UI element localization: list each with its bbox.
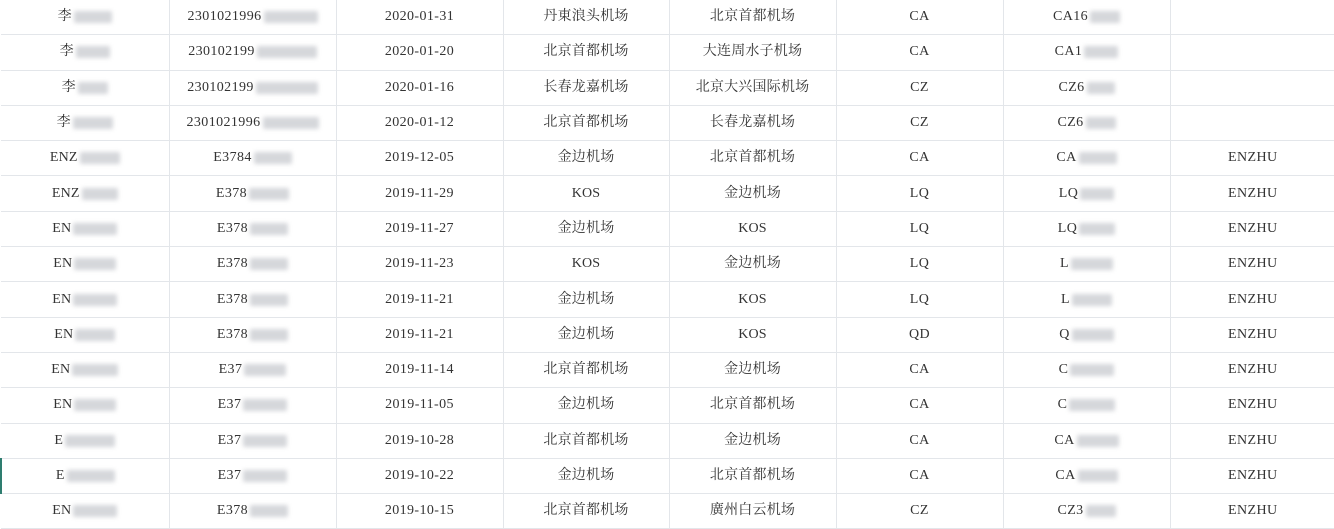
cell-passenger-name	[1, 388, 169, 423]
cell-arrival-airport-text: 大连周水子机场	[702, 44, 803, 60]
redaction-block	[74, 11, 112, 23]
cell-departure-airport-text: 金边机场	[557, 150, 615, 166]
cell-arrival-airport	[669, 0, 836, 35]
redaction-block	[1080, 188, 1114, 200]
redaction-block	[1070, 364, 1114, 376]
table-row[interactable]	[1, 494, 1334, 529]
cell-tag-text: ENZHU	[1228, 362, 1278, 378]
cell-departure-airport-text: KOS	[571, 256, 601, 272]
cell-flight-number	[1003, 0, 1170, 35]
cell-tag-text: ENZHU	[1228, 185, 1278, 201]
cell-id-number-text: 2301021996	[186, 115, 261, 131]
cell-tag-text: ENZHU	[1228, 397, 1278, 413]
cell-tag	[1170, 0, 1334, 35]
cell-flight-date	[336, 35, 503, 70]
cell-flight-number	[1003, 247, 1170, 282]
cell-departure-airport	[503, 211, 669, 246]
table-row[interactable]	[1, 317, 1334, 352]
cell-arrival-airport-text: 北京大兴国际机场	[695, 79, 810, 95]
cell-flight-date-text: 2019-10-22	[384, 468, 455, 483]
table-row[interactable]	[1, 423, 1334, 458]
table-row[interactable]	[1, 176, 1334, 211]
cell-tag-text: ENZHU	[1228, 326, 1278, 342]
cell-airline-code-text: CA	[909, 468, 930, 483]
cell-arrival-airport-text: 北京首都机场	[709, 468, 796, 483]
cell-id-number	[169, 458, 336, 493]
cell-id-number	[169, 0, 336, 35]
cell-arrival-airport-text: 长春龙嘉机场	[709, 115, 796, 131]
cell-tag	[1170, 317, 1334, 352]
cell-flight-date	[336, 176, 503, 211]
cell-id-number	[169, 247, 336, 282]
cell-tag-text: ENZHU	[1228, 150, 1278, 166]
cell-flight-number	[1003, 176, 1170, 211]
cell-departure-airport	[503, 352, 669, 387]
cell-arrival-airport	[669, 70, 836, 105]
cell-arrival-airport-text: 北京首都机场	[709, 9, 796, 25]
cell-airline-code	[836, 105, 1003, 140]
redaction-block	[1071, 258, 1113, 270]
cell-flight-number-text: L	[1060, 256, 1069, 272]
cell-flight-number-text: CA	[1055, 468, 1076, 483]
cell-flight-date-text: 2019-11-21	[385, 291, 454, 307]
cell-flight-date-text: 2020-01-20	[384, 44, 455, 60]
cell-passenger-name	[1, 105, 169, 140]
cell-flight-date	[336, 141, 503, 176]
cell-flight-number	[1003, 70, 1170, 105]
cell-passenger-name-text: 李	[57, 9, 72, 25]
cell-id-number	[169, 423, 336, 458]
cell-airline-code-text: LQ	[909, 185, 930, 201]
cell-flight-date-text: 2019-11-21	[385, 326, 454, 342]
cell-departure-airport	[503, 141, 669, 176]
redaction-block	[1090, 11, 1120, 23]
cell-flight-number-text: L	[1061, 291, 1070, 307]
cell-tag-text: ENZHU	[1228, 291, 1278, 307]
cell-departure-airport	[503, 35, 669, 70]
cell-flight-number-text: CA1	[1054, 44, 1083, 60]
table-row[interactable]	[1, 282, 1334, 317]
cell-departure-airport-text: 北京首都机场	[543, 115, 629, 131]
cell-airline-code-text: QD	[908, 326, 931, 342]
redaction-block	[73, 294, 117, 306]
cell-passenger-name	[1, 211, 169, 246]
cell-arrival-airport-text: 金边机场	[724, 362, 781, 378]
cell-flight-number	[1003, 211, 1170, 246]
cell-passenger-name-text: 李	[59, 44, 74, 60]
cell-tag-text: ENZHU	[1228, 503, 1278, 519]
cell-id-number-text: E37	[217, 468, 242, 483]
cell-airline-code-text: LQ	[909, 220, 930, 236]
cell-arrival-airport-text: 金边机场	[724, 432, 781, 448]
redaction-block	[82, 188, 118, 200]
cell-id-number	[169, 105, 336, 140]
redaction-block	[1078, 470, 1118, 482]
cell-flight-date-text: 2019-12-05	[384, 150, 455, 166]
cell-airline-code	[836, 494, 1003, 529]
cell-tag-text: ENZHU	[1228, 220, 1278, 236]
cell-tag	[1170, 423, 1334, 458]
cell-arrival-airport-text: 北京首都机场	[709, 150, 796, 166]
cell-departure-airport-text: 金边机场	[557, 326, 615, 342]
cell-airline-code-text: CA	[909, 44, 930, 60]
cell-flight-date-text: 2019-10-15	[384, 503, 455, 519]
cell-departure-airport	[503, 176, 669, 211]
cell-id-number	[169, 35, 336, 70]
cell-id-number-text: E37	[217, 397, 242, 413]
redaction-block	[73, 117, 113, 129]
cell-flight-number-text: CA	[1054, 432, 1075, 448]
redaction-block	[1084, 46, 1118, 58]
cell-flight-date-text: 2019-10-28	[384, 432, 455, 448]
cell-flight-date-text: 2019-11-23	[385, 256, 454, 272]
cell-arrival-airport	[669, 352, 836, 387]
redaction-block	[257, 46, 317, 58]
cell-flight-date	[336, 423, 503, 458]
cell-passenger-name	[1, 352, 169, 387]
cell-flight-date	[336, 458, 503, 493]
cell-tag-text: ENZHU	[1228, 432, 1278, 448]
redaction-block	[243, 399, 287, 411]
cell-flight-date-text: 2020-01-31	[384, 9, 455, 25]
cell-airline-code	[836, 388, 1003, 423]
cell-passenger-name-text: EN	[52, 220, 72, 236]
cell-departure-airport	[503, 282, 669, 317]
cell-airline-code-text: CZ	[910, 79, 929, 95]
redaction-block	[1072, 294, 1112, 306]
cell-id-number	[169, 494, 336, 529]
redaction-block	[72, 364, 118, 376]
table-row[interactable]	[1, 458, 1334, 493]
redaction-block	[244, 364, 286, 376]
cell-arrival-airport	[669, 317, 836, 352]
cell-id-number	[169, 176, 336, 211]
cell-airline-code-text: CA	[909, 397, 930, 413]
cell-departure-airport	[503, 317, 669, 352]
table-row[interactable]	[1, 105, 1334, 140]
cell-flight-date-text: 2020-01-12	[384, 115, 455, 131]
cell-passenger-name-text: E	[54, 432, 64, 448]
cell-id-number	[169, 70, 336, 105]
cell-flight-date	[336, 105, 503, 140]
redaction-block	[263, 117, 319, 129]
redaction-block	[1072, 329, 1114, 341]
cell-airline-code-text: CZ	[910, 115, 929, 131]
cell-passenger-name-text: EN	[53, 256, 73, 272]
redaction-block	[1069, 399, 1115, 411]
redaction-block	[243, 435, 287, 447]
cell-flight-number-text: CZ6	[1057, 115, 1084, 131]
cell-arrival-airport	[669, 282, 836, 317]
cell-id-number-text: E378	[216, 291, 249, 307]
cell-airline-code	[836, 282, 1003, 317]
cell-passenger-name	[1, 247, 169, 282]
cell-airline-code	[836, 352, 1003, 387]
cell-tag	[1170, 388, 1334, 423]
cell-airline-code	[836, 423, 1003, 458]
cell-airline-code	[836, 35, 1003, 70]
cell-airline-code	[836, 176, 1003, 211]
cell-departure-airport	[503, 70, 669, 105]
cell-departure-airport	[503, 494, 669, 529]
cell-tag	[1170, 35, 1334, 70]
cell-passenger-name	[1, 176, 169, 211]
cell-flight-number-text: C	[1058, 362, 1069, 378]
redaction-block	[264, 11, 318, 23]
cell-arrival-airport	[669, 423, 836, 458]
cell-passenger-name	[1, 35, 169, 70]
cell-id-number	[169, 352, 336, 387]
redaction-block	[76, 46, 110, 58]
cell-flight-number-text: LQ	[1057, 220, 1078, 236]
cell-flight-number	[1003, 105, 1170, 140]
table-row[interactable]	[1, 247, 1334, 282]
cell-flight-date-text: 2020-01-16	[384, 79, 455, 95]
cell-arrival-airport-text: KOS	[738, 291, 767, 307]
cell-id-number	[169, 282, 336, 317]
redaction-block	[243, 470, 287, 482]
redaction-block	[1077, 435, 1119, 447]
redaction-block	[73, 223, 117, 235]
cell-airline-code	[836, 70, 1003, 105]
cell-id-number-text: E37	[218, 362, 243, 378]
cell-tag	[1170, 458, 1334, 493]
cell-flight-number	[1003, 423, 1170, 458]
cell-passenger-name	[1, 317, 169, 352]
cell-flight-number-text: CA	[1056, 150, 1077, 166]
cell-id-number-text: E37	[217, 432, 242, 448]
cell-flight-number-text: CA16	[1052, 9, 1089, 25]
cell-passenger-name	[1, 0, 169, 35]
cell-flight-number	[1003, 317, 1170, 352]
cell-flight-date	[336, 247, 503, 282]
table-row[interactable]	[1, 211, 1334, 246]
cell-arrival-airport	[669, 211, 836, 246]
cell-id-number	[169, 388, 336, 423]
cell-airline-code	[836, 317, 1003, 352]
redaction-block	[250, 223, 288, 235]
cell-airline-code-text: LQ	[909, 291, 930, 307]
cell-id-number-text: E378	[216, 326, 249, 342]
cell-tag	[1170, 211, 1334, 246]
cell-arrival-airport	[669, 141, 836, 176]
cell-arrival-airport-text: 金边机场	[724, 256, 781, 272]
cell-passenger-name-text: 李	[61, 79, 76, 95]
cell-flight-number	[1003, 282, 1170, 317]
cell-arrival-airport	[669, 35, 836, 70]
cell-tag	[1170, 282, 1334, 317]
cell-passenger-name-text: 李	[56, 115, 71, 131]
redaction-block	[74, 258, 116, 270]
cell-departure-airport	[503, 423, 669, 458]
cell-flight-date	[336, 0, 503, 35]
cell-airline-code-text: CA	[909, 150, 930, 166]
cell-id-number	[169, 211, 336, 246]
cell-passenger-name	[1, 70, 169, 105]
table-row[interactable]	[1, 70, 1334, 105]
cell-flight-date-text: 2019-11-27	[385, 220, 454, 236]
cell-passenger-name-text: ENZ	[49, 150, 78, 166]
cell-airline-code	[836, 211, 1003, 246]
cell-id-number-text: E3784	[213, 150, 252, 166]
cell-flight-number-text: CZ3	[1057, 503, 1084, 519]
cell-arrival-airport-text: 廣州白云机场	[709, 503, 796, 519]
redaction-block	[74, 399, 116, 411]
cell-departure-airport-text: 北京首都机场	[543, 44, 629, 60]
cell-arrival-airport	[669, 105, 836, 140]
cell-flight-number-text: Q	[1059, 326, 1070, 342]
cell-id-number-text: 230102199	[187, 79, 254, 95]
redaction-block	[65, 435, 115, 447]
cell-id-number-text: 2301021996	[187, 9, 262, 25]
cell-flight-number	[1003, 35, 1170, 70]
cell-airline-code-text: LQ	[909, 256, 930, 272]
cell-tag	[1170, 494, 1334, 529]
cell-passenger-name-text: EN	[52, 503, 72, 519]
cell-departure-airport-text: 北京首都机场	[543, 362, 629, 378]
cell-departure-airport-text: 金边机场	[557, 291, 615, 307]
cell-passenger-name	[1, 458, 169, 493]
cell-passenger-name-text: EN	[54, 326, 74, 342]
cell-departure-airport	[503, 105, 669, 140]
cell-arrival-airport-text: KOS	[738, 220, 767, 236]
cell-flight-number	[1003, 388, 1170, 423]
redaction-block	[80, 152, 120, 164]
cell-flight-number	[1003, 141, 1170, 176]
redaction-block	[250, 329, 288, 341]
cell-departure-airport-text: 金边机场	[557, 220, 615, 236]
cell-departure-airport	[503, 388, 669, 423]
table-row[interactable]	[1, 388, 1334, 423]
cell-arrival-airport-text: 金边机场	[724, 185, 781, 201]
cell-airline-code	[836, 141, 1003, 176]
redaction-block	[254, 152, 292, 164]
cell-departure-airport-text: 金边机场	[557, 468, 615, 483]
table-row[interactable]	[1, 141, 1334, 176]
cell-flight-date-text: 2019-11-14	[385, 362, 454, 378]
redaction-block	[1086, 117, 1116, 129]
cell-id-number	[169, 317, 336, 352]
cell-arrival-airport	[669, 247, 836, 282]
cell-departure-airport-text: 长春龙嘉机场	[543, 79, 629, 95]
cell-flight-date	[336, 211, 503, 246]
cell-tag-text: ENZHU	[1228, 256, 1278, 272]
cell-arrival-airport	[669, 176, 836, 211]
cell-tag-text: ENZHU	[1228, 468, 1278, 483]
cell-flight-date-text: 2019-11-05	[385, 397, 454, 413]
redaction-block	[67, 470, 115, 482]
cell-departure-airport-text: 金边机场	[557, 397, 615, 413]
cell-tag	[1170, 176, 1334, 211]
cell-flight-date	[336, 388, 503, 423]
cell-tag	[1170, 141, 1334, 176]
cell-arrival-airport	[669, 388, 836, 423]
cell-airline-code	[836, 0, 1003, 35]
cell-departure-airport	[503, 0, 669, 35]
redaction-block	[1087, 82, 1115, 94]
cell-airline-code-text: CA	[909, 9, 930, 25]
redaction-block	[249, 188, 289, 200]
cell-departure-airport-text: 丹東浪头机场	[543, 9, 629, 25]
cell-id-number-text: E378	[215, 185, 248, 201]
table-row[interactable]	[1, 352, 1334, 387]
redaction-block	[250, 294, 288, 306]
cell-flight-date	[336, 282, 503, 317]
cell-passenger-name-text: EN	[52, 291, 72, 307]
cell-arrival-airport	[669, 458, 836, 493]
cell-flight-date	[336, 352, 503, 387]
cell-departure-airport	[503, 458, 669, 493]
cell-flight-number-text: LQ	[1058, 185, 1079, 201]
redaction-block	[73, 505, 117, 517]
redaction-block	[1079, 152, 1117, 164]
cell-flight-number	[1003, 494, 1170, 529]
cell-flight-number	[1003, 352, 1170, 387]
redaction-block	[78, 82, 108, 94]
redaction-block	[75, 329, 115, 341]
cell-passenger-name-text: ENZ	[51, 185, 80, 201]
cell-airline-code	[836, 458, 1003, 493]
cell-airline-code-text: CA	[909, 432, 930, 448]
cell-tag	[1170, 105, 1334, 140]
cell-departure-airport-text: KOS	[571, 185, 601, 201]
cell-flight-date	[336, 494, 503, 529]
cell-id-number-text: E378	[216, 220, 249, 236]
redaction-block	[250, 258, 288, 270]
table-row[interactable]	[1, 35, 1334, 70]
cell-passenger-name	[1, 282, 169, 317]
cell-passenger-name	[1, 423, 169, 458]
cell-flight-number-text: CZ6	[1058, 79, 1085, 95]
flight-records-body	[1, 0, 1334, 529]
redaction-block	[1086, 505, 1116, 517]
redaction-block	[1079, 223, 1115, 235]
cell-flight-date-text: 2019-11-29	[385, 185, 454, 201]
cell-passenger-name	[1, 494, 169, 529]
cell-flight-number-text: C	[1057, 397, 1068, 413]
table-row[interactable]	[1, 0, 1334, 35]
redaction-block	[256, 82, 318, 94]
cell-flight-date	[336, 70, 503, 105]
cell-arrival-airport-text: KOS	[738, 326, 767, 342]
cell-arrival-airport	[669, 494, 836, 529]
cell-tag	[1170, 247, 1334, 282]
cell-flight-number	[1003, 458, 1170, 493]
cell-airline-code	[836, 247, 1003, 282]
cell-departure-airport-text: 北京首都机场	[543, 503, 629, 519]
cell-airline-code-text: CA	[909, 362, 930, 378]
cell-passenger-name	[1, 141, 169, 176]
cell-airline-code-text: CZ	[910, 503, 929, 519]
cell-passenger-name-text: E	[55, 468, 65, 483]
cell-tag	[1170, 352, 1334, 387]
cell-flight-date	[336, 317, 503, 352]
cell-passenger-name-text: EN	[53, 397, 73, 413]
cell-id-number-text: 230102199	[188, 44, 255, 60]
cell-tag	[1170, 70, 1334, 105]
cell-arrival-airport-text: 北京首都机场	[709, 397, 796, 413]
cell-departure-airport	[503, 247, 669, 282]
redaction-block	[250, 505, 288, 517]
cell-passenger-name-text: EN	[51, 362, 71, 378]
cell-id-number-text: E378	[216, 256, 249, 272]
cell-id-number-text: E378	[216, 503, 249, 519]
cell-id-number	[169, 141, 336, 176]
cell-departure-airport-text: 北京首都机场	[543, 432, 629, 448]
